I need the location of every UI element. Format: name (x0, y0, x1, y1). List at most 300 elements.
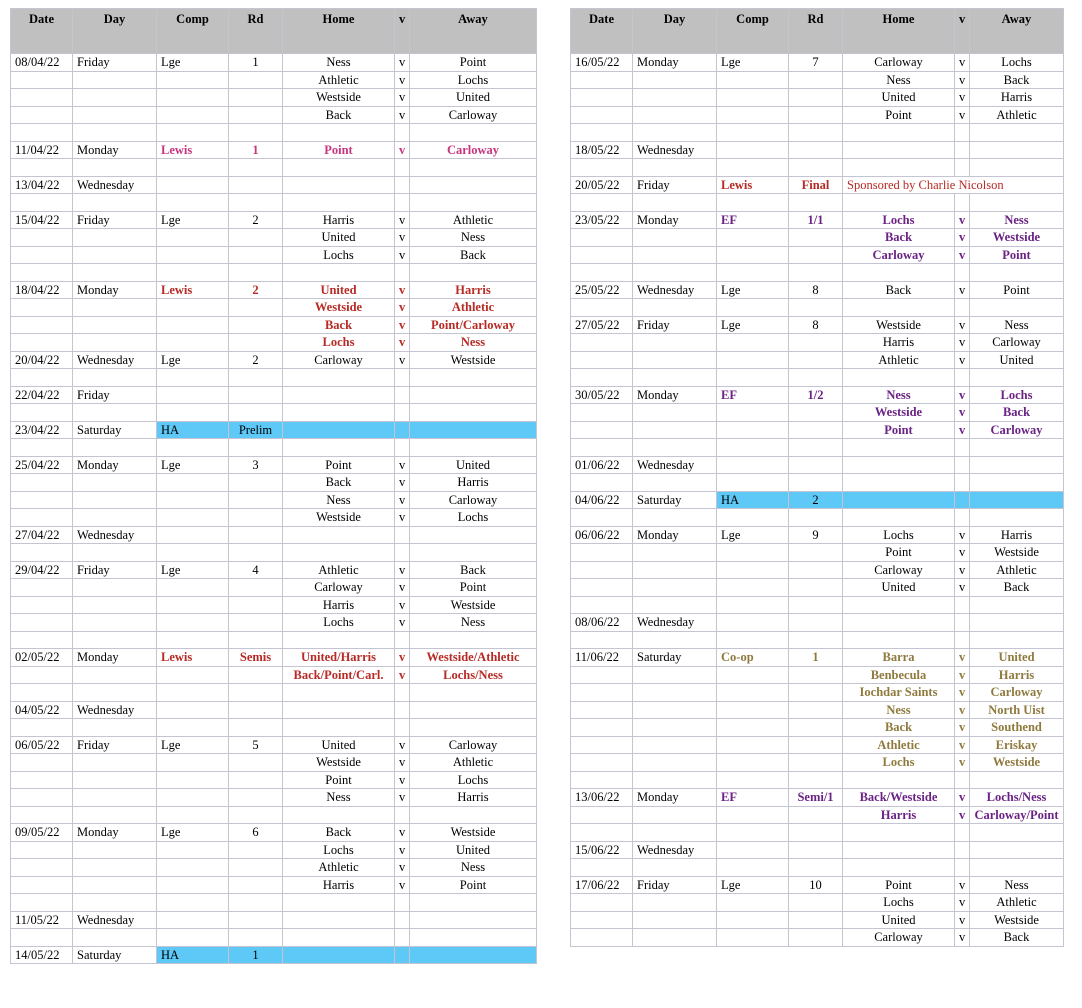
cell-away (410, 194, 537, 212)
cell-date (11, 229, 73, 247)
cell-away (970, 124, 1064, 142)
cell-day (633, 754, 717, 772)
cell-comp (157, 89, 229, 107)
cell-comp: Lewis (157, 281, 229, 299)
cell-away: Ness (410, 229, 537, 247)
cell-away (970, 194, 1064, 212)
cell-date (571, 404, 633, 422)
table-row (11, 929, 537, 947)
header-rd: Rd (789, 9, 843, 54)
cell-rd: 4 (229, 561, 283, 579)
cell-date: 04/06/22 (571, 491, 633, 509)
table-row (571, 754, 1064, 772)
table-row (11, 211, 537, 229)
cell-rd (229, 124, 283, 142)
cell-date (571, 159, 633, 177)
cell-comp: EF (717, 789, 789, 807)
cell-day: Saturday (73, 421, 157, 439)
cell-comp (157, 684, 229, 702)
cell-home (283, 421, 395, 439)
cell-comp (717, 369, 789, 387)
cell-v: v (395, 771, 410, 789)
table-row (571, 211, 1064, 229)
cell-comp (157, 526, 229, 544)
cell-v (395, 194, 410, 212)
cell-rd (789, 456, 843, 474)
cell-day (73, 631, 157, 649)
cell-date: 15/06/22 (571, 841, 633, 859)
cell-home: Lochs (843, 526, 955, 544)
cell-comp (717, 141, 789, 159)
cell-date (571, 246, 633, 264)
header-v: v (395, 9, 410, 54)
cell-away: Athletic (970, 561, 1064, 579)
cell-date: 06/06/22 (571, 526, 633, 544)
cell-away: Point/Carloway (410, 316, 537, 334)
cell-rd (229, 316, 283, 334)
cell-comp (157, 544, 229, 562)
cell-rd (229, 334, 283, 352)
cell-v: v (955, 736, 970, 754)
cell-day: Monday (633, 789, 717, 807)
cell-comp (157, 841, 229, 859)
cell-date (11, 71, 73, 89)
cell-v: v (955, 351, 970, 369)
cell-home: Ness (283, 54, 395, 72)
cell-date: 01/06/22 (571, 456, 633, 474)
cell-date: 02/05/22 (11, 649, 73, 667)
cell-date: 25/04/22 (11, 456, 73, 474)
cell-away (410, 684, 537, 702)
cell-date (571, 596, 633, 614)
cell-home: Ness (283, 789, 395, 807)
cell-comp (157, 71, 229, 89)
cell-away: Back (970, 929, 1064, 947)
cell-v (955, 141, 970, 159)
table-row (571, 806, 1064, 824)
cell-date: 20/05/22 (571, 176, 633, 194)
cell-date (571, 806, 633, 824)
cell-home: Harris (843, 334, 955, 352)
cell-v (395, 124, 410, 142)
cell-away: Westside (410, 824, 537, 842)
cell-v: v (395, 649, 410, 667)
cell-home: Lochs (283, 246, 395, 264)
cell-rd (229, 176, 283, 194)
cell-date (571, 544, 633, 562)
cell-away: Harris (410, 281, 537, 299)
cell-date (11, 194, 73, 212)
table-row (11, 911, 537, 929)
cell-rd: Final (789, 176, 843, 194)
cell-home: Harris (283, 596, 395, 614)
cell-home: Westside (283, 89, 395, 107)
cell-date (11, 509, 73, 527)
cell-day: Friday (73, 211, 157, 229)
cell-home: Carloway (843, 561, 955, 579)
cell-home: Back (283, 824, 395, 842)
cell-date: 20/04/22 (11, 351, 73, 369)
cell-away: Athletic (970, 894, 1064, 912)
cell-home: Point (843, 421, 955, 439)
cell-rd (789, 701, 843, 719)
cell-comp (157, 334, 229, 352)
cell-rd (789, 754, 843, 772)
cell-date (11, 876, 73, 894)
table-row (11, 159, 537, 177)
cell-comp (157, 806, 229, 824)
table-row (11, 806, 537, 824)
cell-rd (229, 404, 283, 422)
cell-rd (229, 526, 283, 544)
cell-day: Monday (73, 824, 157, 842)
cell-date (571, 194, 633, 212)
cell-v: v (395, 579, 410, 597)
cell-away: Westside (970, 911, 1064, 929)
table-row (571, 911, 1064, 929)
cell-away: Point (970, 246, 1064, 264)
table-row (571, 509, 1064, 527)
cell-home: Back (283, 474, 395, 492)
cell-home: Point (283, 456, 395, 474)
cell-v (395, 264, 410, 282)
cell-date (11, 806, 73, 824)
cell-comp (717, 351, 789, 369)
cell-away: Harris (970, 666, 1064, 684)
cell-day (633, 666, 717, 684)
cell-away: Ness (970, 316, 1064, 334)
table-row (11, 491, 537, 509)
cell-v (395, 946, 410, 964)
cell-home (283, 946, 395, 964)
cell-day: Wednesday (633, 614, 717, 632)
table-row (571, 386, 1064, 404)
cell-date (11, 124, 73, 142)
cell-day: Wednesday (633, 141, 717, 159)
cell-away (410, 544, 537, 562)
cell-rd (789, 299, 843, 317)
cell-comp (157, 859, 229, 877)
cell-comp (717, 159, 789, 177)
cell-v: v (955, 929, 970, 947)
cell-date: 18/04/22 (11, 281, 73, 299)
cell-day (633, 264, 717, 282)
cell-home: Ness (843, 701, 955, 719)
cell-date: 16/05/22 (571, 54, 633, 72)
cell-comp: Lge (157, 351, 229, 369)
cell-day (73, 491, 157, 509)
cell-rd (789, 264, 843, 282)
cell-day (633, 911, 717, 929)
cell-away: Carloway (410, 106, 537, 124)
cell-v (955, 439, 970, 457)
cell-day: Wednesday (73, 176, 157, 194)
cell-home: Ness (843, 71, 955, 89)
cell-away: Carloway (970, 421, 1064, 439)
cell-day: Wednesday (633, 281, 717, 299)
cell-date (571, 701, 633, 719)
cell-date: 11/06/22 (571, 649, 633, 667)
cell-away (410, 894, 537, 912)
cell-v: v (955, 526, 970, 544)
cell-date (11, 596, 73, 614)
cell-day: Monday (633, 386, 717, 404)
cell-day (633, 124, 717, 142)
cell-comp: Lge (717, 316, 789, 334)
cell-v: v (955, 229, 970, 247)
cell-comp (717, 89, 789, 107)
cell-home: Back (843, 229, 955, 247)
cell-v (395, 526, 410, 544)
table-row (571, 771, 1064, 789)
cell-day: Monday (73, 281, 157, 299)
cell-day (633, 859, 717, 877)
table-row (571, 596, 1064, 614)
table-row (11, 369, 537, 387)
cell-day (73, 859, 157, 877)
cell-comp (157, 614, 229, 632)
cell-v: v (395, 351, 410, 369)
cell-comp (717, 404, 789, 422)
cell-home (283, 631, 395, 649)
cell-home (843, 631, 955, 649)
cell-v: v (395, 789, 410, 807)
table-row (11, 124, 537, 142)
cell-date: 06/05/22 (11, 736, 73, 754)
table-row (11, 456, 537, 474)
cell-date: 29/04/22 (11, 561, 73, 579)
cell-v: v (955, 316, 970, 334)
cell-date (571, 334, 633, 352)
cell-day (633, 404, 717, 422)
cell-v (395, 911, 410, 929)
cell-away: Back (970, 404, 1064, 422)
cell-day: Friday (73, 736, 157, 754)
cell-away: Harris (410, 474, 537, 492)
cell-rd (229, 841, 283, 859)
cell-v: v (955, 894, 970, 912)
cell-comp (717, 474, 789, 492)
cell-home: Back (843, 281, 955, 299)
cell-home (283, 526, 395, 544)
cell-v (955, 124, 970, 142)
cell-rd (789, 474, 843, 492)
table-row (11, 841, 537, 859)
cell-v: v (395, 736, 410, 754)
table-row (11, 789, 537, 807)
cell-home: Lochs (283, 614, 395, 632)
cell-day: Monday (73, 141, 157, 159)
cell-comp (717, 824, 789, 842)
cell-day (633, 561, 717, 579)
table-row (571, 159, 1064, 177)
cell-v (955, 596, 970, 614)
table-row (571, 491, 1064, 509)
cell-v: v (955, 89, 970, 107)
cell-rd (229, 859, 283, 877)
cell-comp (157, 369, 229, 387)
cell-day (73, 929, 157, 947)
cell-rd (229, 71, 283, 89)
cell-day (73, 771, 157, 789)
cell-away: Carloway (410, 141, 537, 159)
cell-v: v (395, 89, 410, 107)
cell-rd: 9 (789, 526, 843, 544)
cell-day (633, 509, 717, 527)
cell-away (410, 719, 537, 737)
cell-day (73, 194, 157, 212)
cell-day (633, 824, 717, 842)
cell-date (571, 859, 633, 877)
cell-away: Point (410, 54, 537, 72)
cell-rd (789, 771, 843, 789)
table-row (11, 316, 537, 334)
cell-date (11, 614, 73, 632)
cell-rd (789, 596, 843, 614)
cell-away (970, 299, 1064, 317)
cell-home: Back (843, 719, 955, 737)
cell-away: Lochs (410, 71, 537, 89)
cell-comp (717, 929, 789, 947)
cell-v (955, 299, 970, 317)
table-row (571, 229, 1064, 247)
cell-day: Friday (73, 54, 157, 72)
cell-date (11, 264, 73, 282)
cell-comp (717, 894, 789, 912)
cell-comp: HA (717, 491, 789, 509)
cell-rd: 8 (789, 281, 843, 299)
cell-away: Back (970, 71, 1064, 89)
cell-away: Southend (970, 719, 1064, 737)
cell-v (395, 701, 410, 719)
cell-v: v (955, 106, 970, 124)
cell-day (73, 264, 157, 282)
cell-day: Monday (633, 526, 717, 544)
cell-day: Monday (633, 54, 717, 72)
cell-date (571, 229, 633, 247)
cell-comp (717, 229, 789, 247)
cell-away: Athletic (410, 754, 537, 772)
cell-rd (229, 806, 283, 824)
header-rd: Rd (229, 9, 283, 54)
cell-date (571, 911, 633, 929)
cell-rd (789, 736, 843, 754)
cell-rd (789, 334, 843, 352)
cell-comp: Lewis (717, 176, 789, 194)
cell-home: Athletic (843, 351, 955, 369)
cell-v: v (955, 579, 970, 597)
cell-home (843, 509, 955, 527)
cell-day (73, 789, 157, 807)
cell-home: United (843, 579, 955, 597)
cell-comp (157, 596, 229, 614)
cell-day: Wednesday (73, 351, 157, 369)
cell-day (73, 299, 157, 317)
cell-away (410, 264, 537, 282)
cell-v (955, 456, 970, 474)
cell-day: Friday (73, 386, 157, 404)
cell-rd (789, 894, 843, 912)
cell-comp: Lge (157, 561, 229, 579)
cell-home (283, 719, 395, 737)
cell-v: v (395, 876, 410, 894)
cell-date (11, 89, 73, 107)
cell-comp (717, 859, 789, 877)
cell-rd (229, 666, 283, 684)
cell-away: Carloway (970, 684, 1064, 702)
cell-rd (229, 386, 283, 404)
cell-comp: Lge (157, 54, 229, 72)
cell-comp (157, 579, 229, 597)
cell-away (970, 439, 1064, 457)
cell-rd (229, 439, 283, 457)
cell-rd (229, 159, 283, 177)
cell-rd: Semi/1 (789, 789, 843, 807)
cell-day: Friday (633, 316, 717, 334)
table-row (571, 789, 1064, 807)
cell-comp (157, 264, 229, 282)
cell-comp (157, 771, 229, 789)
cell-date (11, 666, 73, 684)
cell-v (395, 404, 410, 422)
cell-away (410, 404, 537, 422)
cell-rd (229, 89, 283, 107)
cell-day (633, 334, 717, 352)
cell-rd (229, 789, 283, 807)
cell-away: Eriskay (970, 736, 1064, 754)
cell-rd (229, 701, 283, 719)
table-row (11, 649, 537, 667)
cell-rd (229, 194, 283, 212)
cell-date (571, 124, 633, 142)
cell-rd (229, 771, 283, 789)
cell-rd (229, 264, 283, 282)
table-row (11, 561, 537, 579)
cell-home: Point (283, 141, 395, 159)
cell-date (571, 754, 633, 772)
cell-comp (157, 929, 229, 947)
cell-away: Athletic (410, 299, 537, 317)
cell-rd: 2 (229, 281, 283, 299)
cell-day: Saturday (73, 946, 157, 964)
cell-comp (157, 404, 229, 422)
table-row (11, 719, 537, 737)
cell-date (571, 106, 633, 124)
cell-comp (717, 631, 789, 649)
cell-rd (789, 631, 843, 649)
header-home: Home (843, 9, 955, 54)
cell-rd: 1 (229, 946, 283, 964)
cell-v: v (395, 614, 410, 632)
cell-v (955, 369, 970, 387)
cell-home: Westside (843, 404, 955, 422)
cell-away (410, 369, 537, 387)
cell-comp (717, 771, 789, 789)
fixtures-table-right (570, 8, 1064, 947)
cell-comp: Lge (157, 736, 229, 754)
cell-away (970, 824, 1064, 842)
cell-home (843, 474, 955, 492)
cell-v: v (395, 754, 410, 772)
cell-date: 30/05/22 (571, 386, 633, 404)
cell-home (283, 439, 395, 457)
table-row (11, 771, 537, 789)
cell-away: Point (970, 281, 1064, 299)
table-row (571, 666, 1064, 684)
cell-comp (157, 246, 229, 264)
header-day: Day (633, 9, 717, 54)
cell-away: Westside (970, 544, 1064, 562)
